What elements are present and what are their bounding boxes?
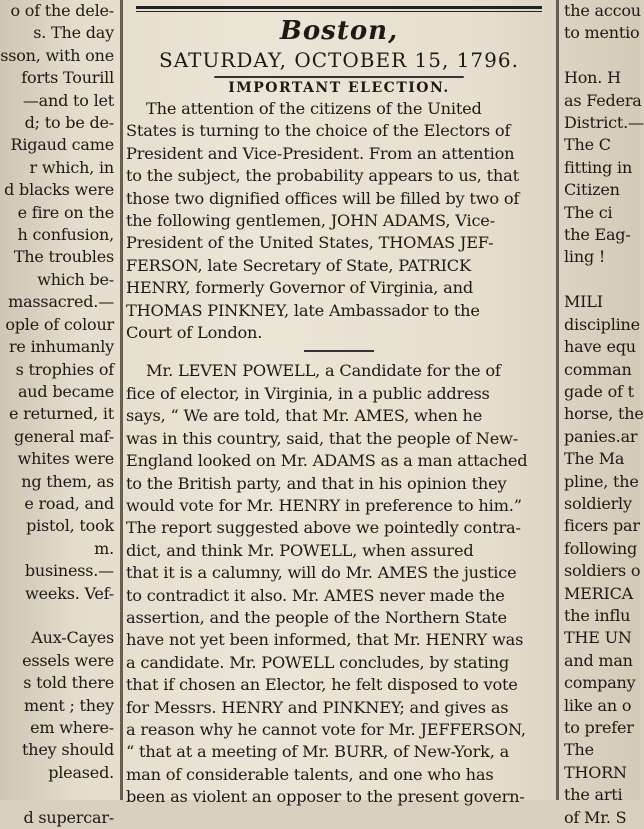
left-column-line: Aux-Cayes <box>31 628 114 648</box>
right-column-line: the accou <box>564 1 641 20</box>
right-column-line: soldierly <box>564 493 632 513</box>
left-column-line: s trophies of <box>15 359 114 379</box>
left-column-line: ng them, as <box>21 471 114 491</box>
right-column-line: of Mr. S <box>564 807 627 827</box>
article-powell <box>124 360 554 808</box>
left-column-line: h confusion, <box>17 225 114 245</box>
right-column-line: following <box>564 538 637 558</box>
right-column-line: ficers par <box>564 516 640 536</box>
left-column-line: d blacks were <box>4 180 114 200</box>
article-line: The report suggested above we pointedly contra- <box>126 518 521 538</box>
right-column-line <box>560 269 640 291</box>
right-column-line: pline, the <box>564 471 639 491</box>
left-column-line: d supercar- <box>23 807 114 827</box>
article-line: a reason why he cannot vote for Mr. JEFFERSON, <box>126 719 526 739</box>
left-column-line: general maf- <box>14 426 114 446</box>
dateline: SATURDAY, OCTOBER 15, 1796. <box>159 48 519 72</box>
right-column-line: and man <box>564 650 633 670</box>
left-column-line: ople of colour <box>5 314 114 334</box>
left-column-line: sson, with one <box>0 45 114 65</box>
left-column-line: s told there <box>23 673 114 693</box>
left-column-line: which be- <box>37 269 114 289</box>
article-line: a candidate. Mr. POWELL concludes, by stating <box>126 652 509 672</box>
left-column-line <box>0 605 118 627</box>
left-column-line: whites were <box>17 449 114 469</box>
left-column-line: o of the dele- <box>10 1 114 20</box>
right-column-line: the arti <box>564 785 623 805</box>
article-line: assertion, and the people of the Northern State <box>126 607 507 627</box>
right-column-line: MERICA <box>564 583 634 603</box>
article-line: those two dignified offices will be filled by two of <box>126 188 520 208</box>
ornamental-rule <box>214 76 464 78</box>
left-column-line: re inhumanly <box>8 337 114 357</box>
article-line: man of considerable talents, and one who has <box>126 764 494 784</box>
left-column-line: The troubles <box>13 247 114 267</box>
right-column-line: as Federa <box>564 90 642 110</box>
column-rule-left <box>120 0 123 800</box>
article-line: President of the United States, THOMAS JEF- <box>126 233 494 253</box>
left-column-line: aud became <box>17 381 114 401</box>
masthead-rule-thin <box>136 11 542 12</box>
article-line: England looked on Mr. ADAMS as a man attached <box>126 451 528 471</box>
left-column-line: pistol, took <box>26 516 114 536</box>
right-column-line: company <box>564 673 636 693</box>
right-column-line: THE UN <box>564 628 632 648</box>
right-column-line: soldiers o <box>564 561 641 581</box>
left-column-line: s. The day <box>33 23 114 43</box>
article-election <box>124 98 554 344</box>
left-column-line: em where- <box>30 718 114 737</box>
right-column <box>560 0 644 827</box>
left-column-line: ment ; they <box>24 695 114 715</box>
right-column-line: The ci <box>564 202 613 222</box>
right-column-line: THORN <box>564 762 627 782</box>
left-column-line: they should <box>22 740 114 760</box>
article-line: HENRY, formerly Governor of Virginia, and <box>126 278 474 298</box>
right-column-line: Hon. H <box>564 68 621 88</box>
article-line: that it is a calumny, will do Mr. AMES the justice <box>126 563 517 583</box>
right-column-line: horse, the <box>564 404 644 424</box>
right-column-line: panies.ar <box>564 426 638 446</box>
left-column-line: e fire on the <box>17 202 114 222</box>
paper-name: Boston, <box>279 16 399 46</box>
left-column-line: Rigaud came <box>10 135 114 155</box>
article-line: been as violent an opposer to the present govern- <box>126 787 525 807</box>
left-column-line: forts Tourill <box>21 68 114 88</box>
column-rule-right <box>556 0 559 800</box>
left-column-line: e returned, it <box>9 404 114 424</box>
article-line: says, “ We are told, that Mr. AMES, when he <box>126 406 483 426</box>
left-column-line: essels were <box>22 650 114 670</box>
right-column-line: The Ma <box>564 449 625 469</box>
article-line: THOMAS PINKNEY, late Ambassador to the <box>126 300 480 320</box>
article-line: States is turning to the choice of the Electors of <box>126 121 511 141</box>
article-line: was in this country, said, that the people of New- <box>126 428 519 448</box>
article-line: dict, and think Mr. POWELL, when assured <box>126 540 474 560</box>
article-line: to contradict it also. Mr. AMES never made the <box>126 585 505 605</box>
left-column-line: e road, and <box>24 493 114 513</box>
right-column-line: to mentio <box>564 23 640 43</box>
left-column-line: —and to let <box>22 90 114 110</box>
article-line: to the subject, the probability appears to us, that <box>126 166 519 186</box>
article-line: The attention of the citizens of the United <box>146 99 482 118</box>
right-column-line <box>560 45 640 67</box>
left-column-line: business.— <box>24 561 114 581</box>
right-column-line: like an o <box>564 695 632 715</box>
left-column-line: d; to be de- <box>24 113 114 133</box>
right-column-line: gade of t <box>564 381 634 401</box>
left-column <box>0 0 118 827</box>
article-line: to the British party, and that in his opinion they <box>126 473 507 493</box>
left-column-line: r which, in <box>29 157 114 177</box>
article-line: would vote for Mr. HENRY in preference to him.” <box>126 495 522 515</box>
left-column-line: m. <box>94 538 114 558</box>
masthead-rule <box>136 6 542 9</box>
right-column-line: fitting in <box>564 157 633 177</box>
article-line: FERSON, late Secretary of State, PATRICK <box>126 255 471 275</box>
right-column-line: Citizen <box>564 180 620 200</box>
article-headline: IMPORTANT ELECTION. <box>228 80 450 96</box>
right-column-line: discipline <box>564 314 640 334</box>
right-column-line: to prefer <box>564 718 634 737</box>
right-column-line: comman <box>564 359 632 379</box>
left-column-line <box>0 784 118 806</box>
section-divider <box>304 350 374 352</box>
main-column <box>124 0 554 807</box>
right-column-line: MILI <box>564 292 603 312</box>
article-line: for Messrs. HENRY and PINKNEY; and gives as <box>126 697 509 717</box>
article-line: that if chosen an Elector, he felt disposed to vote <box>126 675 518 695</box>
left-column-line: weeks. Vef- <box>25 583 114 603</box>
article-line: “ that at a meeting of Mr. BURR, of New-York, a <box>126 742 510 762</box>
right-column-line: have equ <box>564 337 636 357</box>
article-line: Mr. LEVEN POWELL, a Candidate for the of <box>146 361 501 381</box>
right-column-line: District.— <box>564 113 644 133</box>
article-line: the following gentlemen, JOHN ADAMS, Vice- <box>126 211 495 231</box>
right-column-line: the Eag- <box>564 225 631 245</box>
right-column-line: the influ <box>564 605 631 625</box>
right-column-line: ling ! <box>564 247 606 267</box>
right-column-line: The C <box>564 135 611 155</box>
left-column-line: massacred.— <box>8 292 114 312</box>
article-line: President and Vice-President. From an attention <box>126 143 515 163</box>
article-line: Court of London. <box>126 323 263 343</box>
article-line: fice of elector, in Virginia, in a public address <box>126 383 490 403</box>
right-column-line: The <box>564 740 594 760</box>
article-line: have not yet been informed, that Mr. HENRY was <box>126 630 524 650</box>
left-column-line: pleased. <box>48 762 114 782</box>
